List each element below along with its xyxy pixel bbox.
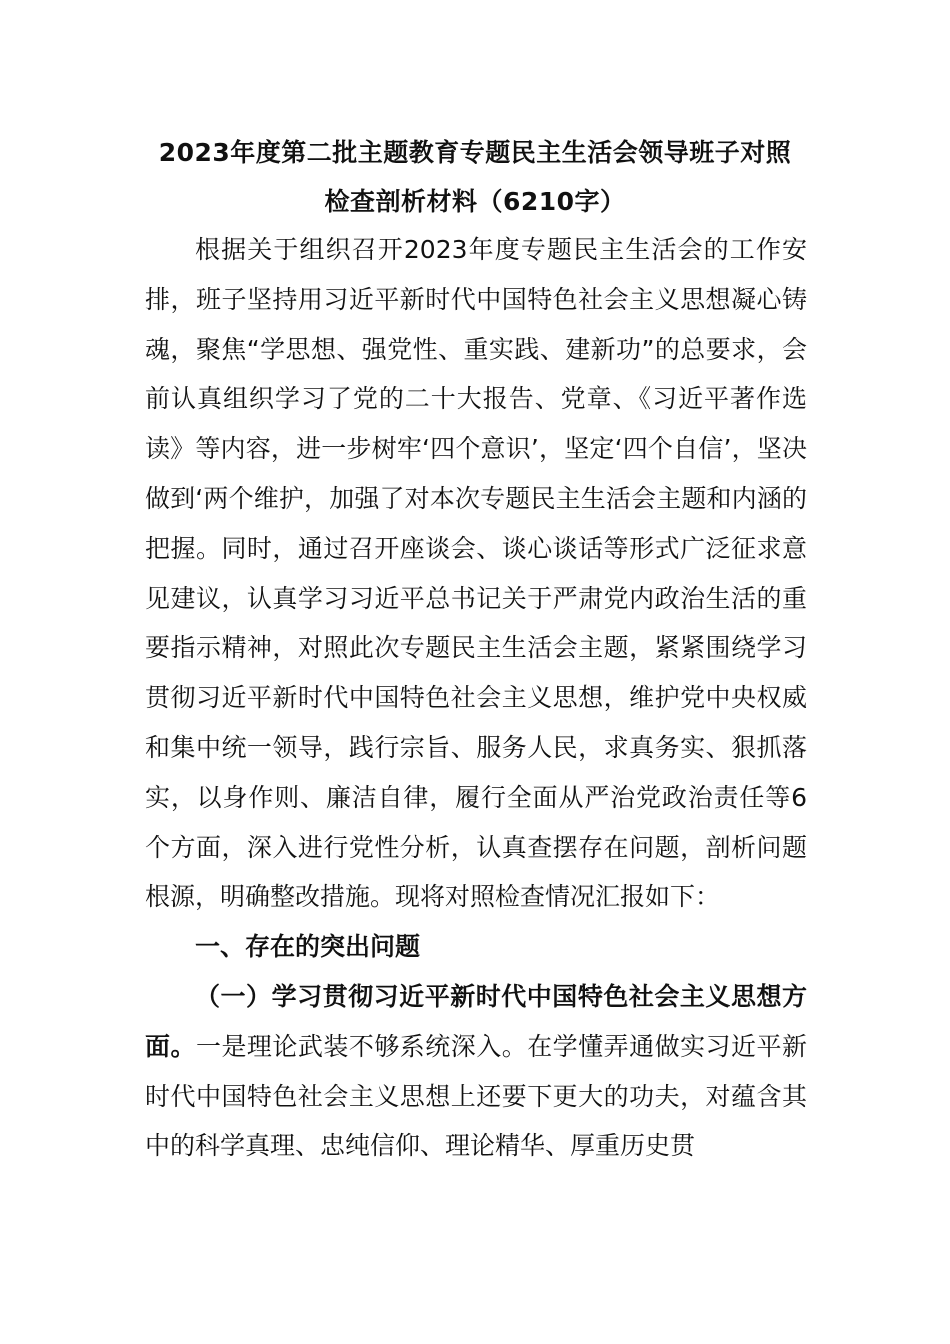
subsection-heading-1: （一）学习贯彻习近平新时代中国特色社会主义思想方面。 <box>145 981 807 1061</box>
title-line-1: 2023年度第二批主题教育专题民主生活会领导班子对照 <box>158 138 792 167</box>
document-body <box>145 225 807 1171</box>
subsection-text-1: 一是理论武装不够系统深入。在学懂弄通做实习近平新时代中国特色社会主义思想上还要下更大的功夫，对蕴含其中的科学真理、忠纯信仰、理论精华、厚重历史贯 <box>145 1031 807 1161</box>
title-line-2: 检查剖析材料（6210字） <box>324 187 626 216</box>
document-title <box>140 128 810 226</box>
intro-paragraph: 根据关于组织召开2023年度专题民主生活会的工作安排，班子坚持用习近平新时代中国特色社会主义思想凝心铸魂，聚焦“学思想、强党性、重实践、建新功”的总要求，会前认真组织学习了党的二十大报告、党章、《习近平著作选读》等内容，进一步树牢‘四个意识’，坚定‘四个自信’，坚决做到‘两个维护，加强了对本次专题民主生活会主题和内涵的把握。同时，通过召开座谈会、谈心谈话等形式广泛征求意见建议，认真学习习近平总书记关于严肃党内政治生活的重要指示精神，对照此次专题民主生活会主题，紧紧围绕学习贯彻习近平新时代中国特色社会主义思想，维护党中央权威和集中统一领导，践行宗旨、服务人民，求真务实、狠抓落实，以身作则、廉洁自律，履行全面从严治党政治责任等6个方面，深入进行党性分析，认真查摆存在问题，剖析问题根源，明确整改措施。现将对照检查情况汇报如下： <box>145 235 807 912</box>
section-heading-1: 一、存在的突出问题 <box>195 932 421 962</box>
subsection-paragraph-1 <box>145 972 807 1171</box>
